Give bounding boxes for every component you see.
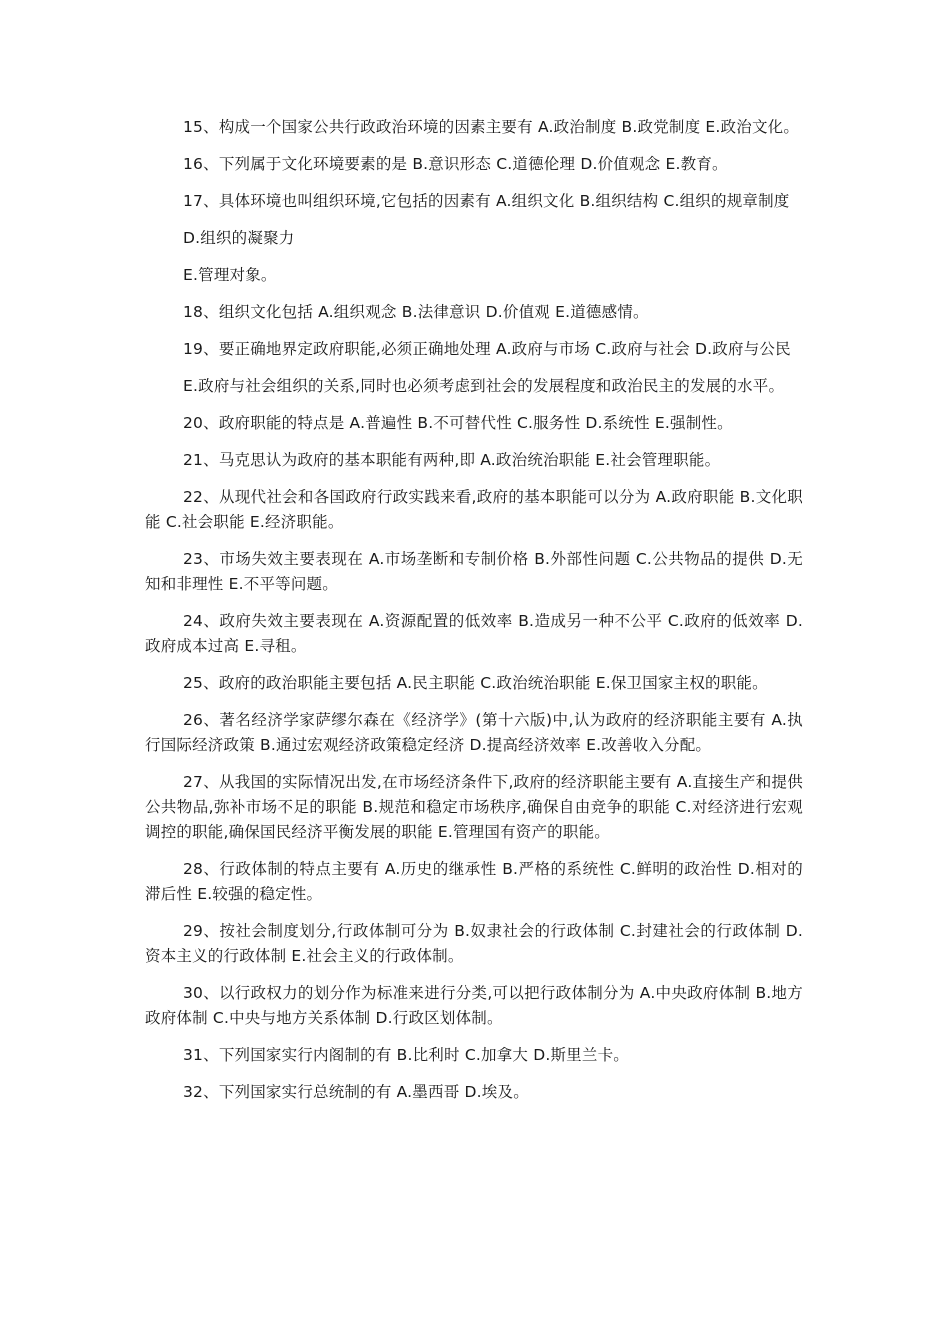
question-22: 22、从现代社会和各国政府行政实践来看,政府的基本职能可以分为 A.政府职能 B.文化职能 C.社会职能 E.经济职能。 [145, 488, 804, 531]
question-31: 31、下列国家实行内阁制的有 B.比利时 C.加拿大 D.斯里兰卡。 [183, 1046, 629, 1064]
question-27: 27、从我国的实际情况出发,在市场经济条件下,政府的经济职能主要有 A.直接生产和提供公共物品,弥补市场不足的职能 B.规范和稳定市场秩序,确保自由竞争的职能 C.对经济进行宏观调控的职能,确保国民经济平衡发展的职能 E.管理国有资产的职能。 [145, 773, 803, 841]
question-15: 15、构成一个国家公共行政政治环境的因素主要有 A.政治制度 B.政党制度 E.政治文化。 [183, 118, 800, 136]
question-26: 26、著名经济学家萨缪尔森在《经济学》(第十六版)中,认为政府的经济职能主要有 A.执行国际经济政策 B.通过宏观经济政策稳定经济 D.提高经济效率 E.改善收入分配。 [145, 711, 803, 754]
question-20: 20、政府职能的特点是 A.普遍性 B.不可替代性 C.服务性 D.系统性 E.强制性。 [183, 414, 733, 432]
question-32: 32、下列国家实行总统制的有 A.墨西哥 D.埃及。 [183, 1083, 529, 1101]
question-21: 21、马克思认为政府的基本职能有两种,即 A.政治统治职能 E.社会管理职能。 [183, 451, 721, 469]
question-25: 25、政府的政治职能主要包括 A.民主职能 C.政治统治职能 E.保卫国家主权的职能。 [183, 674, 768, 692]
question-28: 28、行政体制的特点主要有 A.历史的继承性 B.严格的系统性 C.鲜明的政治性 D.相对的滞后性 E.较强的稳定性。 [145, 860, 803, 903]
question-19: 19、要正确地界定政府职能,必须正确地处理 A.政府与市场 C.政府与社会 D.政府与公民 [183, 340, 791, 358]
question-17: 17、具体环境也叫组织环境,它包括的因素有 A.组织文化 B.组织结构 C.组织的规章制度 [183, 192, 790, 210]
question-19-option-e: E.政府与社会组织的关系,同时也必须考虑到社会的发展程度和政治民主的发展的水平。 [183, 377, 785, 395]
question-30: 30、以行政权力的划分作为标准来进行分类,可以把行政体制分为 A.中央政府体制 B.地方政府体制 C.中央与地方关系体制 D.行政区划体制。 [145, 984, 803, 1027]
question-17-option-e: E.管理对象。 [183, 266, 277, 284]
question-29: 29、按社会制度划分,行政体制可分为 B.奴隶社会的行政体制 C.封建社会的行政体制 D.资本主义的行政体制 E.社会主义的行政体制。 [145, 922, 803, 965]
document-body [145, 115, 803, 1117]
question-17-option-d: D.组织的凝聚力 [183, 229, 295, 247]
question-23: 23、市场失效主要表现在 A.市场垄断和专制价格 B.外部性问题 C.公共物品的提供 D.无知和非理性 E.不平等问题。 [145, 550, 803, 593]
question-16: 16、下列属于文化环境要素的是 B.意识形态 C.道德伦理 D.价值观念 E.教育。 [183, 155, 728, 173]
question-24: 24、政府失效主要表现在 A.资源配置的低效率 B.造成另一种不公平 C.政府的低效率 D.政府成本过高 E.寻租。 [145, 612, 803, 655]
question-18: 18、组织文化包括 A.组织观念 B.法律意识 D.价值观 E.道德感情。 [183, 303, 649, 321]
